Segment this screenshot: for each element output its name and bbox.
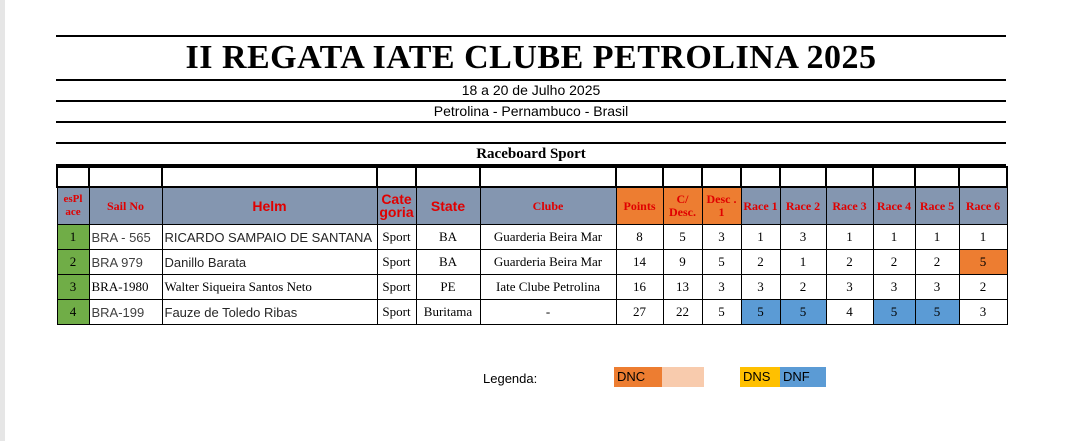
race5-cell: 5 <box>915 300 959 325</box>
cdesc-cell: 5 <box>663 225 702 250</box>
clube-cell: Guarderia Beira Mar <box>480 250 616 275</box>
points-cell: 14 <box>616 250 663 275</box>
state-cell: PE <box>416 275 480 300</box>
helm-cell: Danillo Barata <box>162 250 377 275</box>
helm-cell: RICARDO SAMPAIO DE SANTANA <box>162 225 377 250</box>
race3-cell: 4 <box>826 300 873 325</box>
legend-dnf: DNF <box>780 367 826 387</box>
table-row <box>57 225 1007 250</box>
regatta-title: II REGATA IATE CLUBE PETROLINA 2025 <box>56 35 1006 81</box>
sail-cell: BRA-199 <box>89 300 162 325</box>
header-points: Points <box>616 187 663 225</box>
helm-cell: Fauze de Toledo Ribas <box>162 300 377 325</box>
race3-cell: 1 <box>826 225 873 250</box>
header-desc1: Desc . 1 <box>702 187 741 225</box>
points-cell: 8 <box>616 225 663 250</box>
race4-cell: 3 <box>873 275 915 300</box>
race1-cell: 5 <box>741 300 780 325</box>
header-race3: Race 3 <box>826 187 873 225</box>
header-place: esPl ace <box>57 187 89 225</box>
table-row <box>57 250 1007 275</box>
legend-label: Legenda: <box>483 371 538 386</box>
desc1-cell: 3 <box>702 225 741 250</box>
race5-cell: 1 <box>915 225 959 250</box>
points-cell: 16 <box>616 275 663 300</box>
race4-cell: 5 <box>873 300 915 325</box>
race2-cell: 2 <box>780 275 826 300</box>
header-cdesc: C/ Desc. <box>663 187 702 225</box>
sail-cell: BRA 979 <box>89 250 162 275</box>
event-location: Petrolina - Pernambuco - Brasil <box>56 102 1006 123</box>
race1-cell: 2 <box>741 250 780 275</box>
header-state: State <box>416 187 480 225</box>
left-edge <box>0 0 5 441</box>
race6-cell: 5 <box>959 250 1007 275</box>
race1-cell: 3 <box>741 275 780 300</box>
table-row <box>57 275 1007 300</box>
race2-cell: 3 <box>780 225 826 250</box>
header-clube: Clube <box>480 187 616 225</box>
header-row <box>57 187 1007 225</box>
state-cell: BA <box>416 250 480 275</box>
race6-cell: 3 <box>959 300 1007 325</box>
category-title: Raceboard Sport <box>56 144 1006 166</box>
state-cell: BA <box>416 225 480 250</box>
state-cell: Buritama <box>416 300 480 325</box>
place-cell: 4 <box>57 300 89 325</box>
place-cell: 3 <box>57 275 89 300</box>
legend-dns: DNS <box>740 367 780 387</box>
race6-cell: 1 <box>959 225 1007 250</box>
sail-cell: BRA - 565 <box>89 225 162 250</box>
header-sail: Sail No <box>89 187 162 225</box>
race4-cell: 1 <box>873 225 915 250</box>
cdesc-cell: 13 <box>663 275 702 300</box>
header-race5: Race 5 <box>915 187 959 225</box>
race2-cell: 1 <box>780 250 826 275</box>
legend-dnc-peach-swatch <box>662 367 704 387</box>
clube-cell: - <box>480 300 616 325</box>
race5-cell: 2 <box>915 250 959 275</box>
categoria-cell: Sport <box>377 225 416 250</box>
categoria-cell: Sport <box>377 250 416 275</box>
clube-cell: Iate Clube Petrolina <box>480 275 616 300</box>
race1-cell: 1 <box>741 225 780 250</box>
place-cell: 1 <box>57 225 89 250</box>
table-row <box>57 300 1007 325</box>
desc1-cell: 3 <box>702 275 741 300</box>
header-race4: Race 4 <box>873 187 915 225</box>
blank-row <box>56 123 1006 144</box>
race3-cell: 2 <box>826 250 873 275</box>
cdesc-cell: 9 <box>663 250 702 275</box>
race5-cell: 3 <box>915 275 959 300</box>
desc1-cell: 5 <box>702 300 741 325</box>
categoria-cell: Sport <box>377 300 416 325</box>
header-categoria: Cate goria <box>377 187 416 225</box>
points-cell: 27 <box>616 300 663 325</box>
header-race2: Race 2 <box>780 187 826 225</box>
cdesc-cell: 22 <box>663 300 702 325</box>
spacer-row <box>57 167 1007 187</box>
event-dates: 18 a 20 de Julho 2025 <box>56 81 1006 102</box>
clube-cell: Guarderia Beira Mar <box>480 225 616 250</box>
header-race6: Race 6 <box>959 187 1007 225</box>
results-table <box>56 166 1008 325</box>
categoria-cell: Sport <box>377 275 416 300</box>
race6-cell: 2 <box>959 275 1007 300</box>
results-sheet <box>56 35 1006 325</box>
place-cell: 2 <box>57 250 89 275</box>
helm-cell: Walter Siqueira Santos Neto <box>162 275 377 300</box>
sail-cell: BRA-1980 <box>89 275 162 300</box>
race3-cell: 3 <box>826 275 873 300</box>
desc1-cell: 5 <box>702 250 741 275</box>
race4-cell: 2 <box>873 250 915 275</box>
header-helm: Helm <box>162 187 377 225</box>
race2-cell: 5 <box>780 300 826 325</box>
header-race1: Race 1 <box>741 187 780 225</box>
legend-dnc: DNC <box>614 367 662 387</box>
